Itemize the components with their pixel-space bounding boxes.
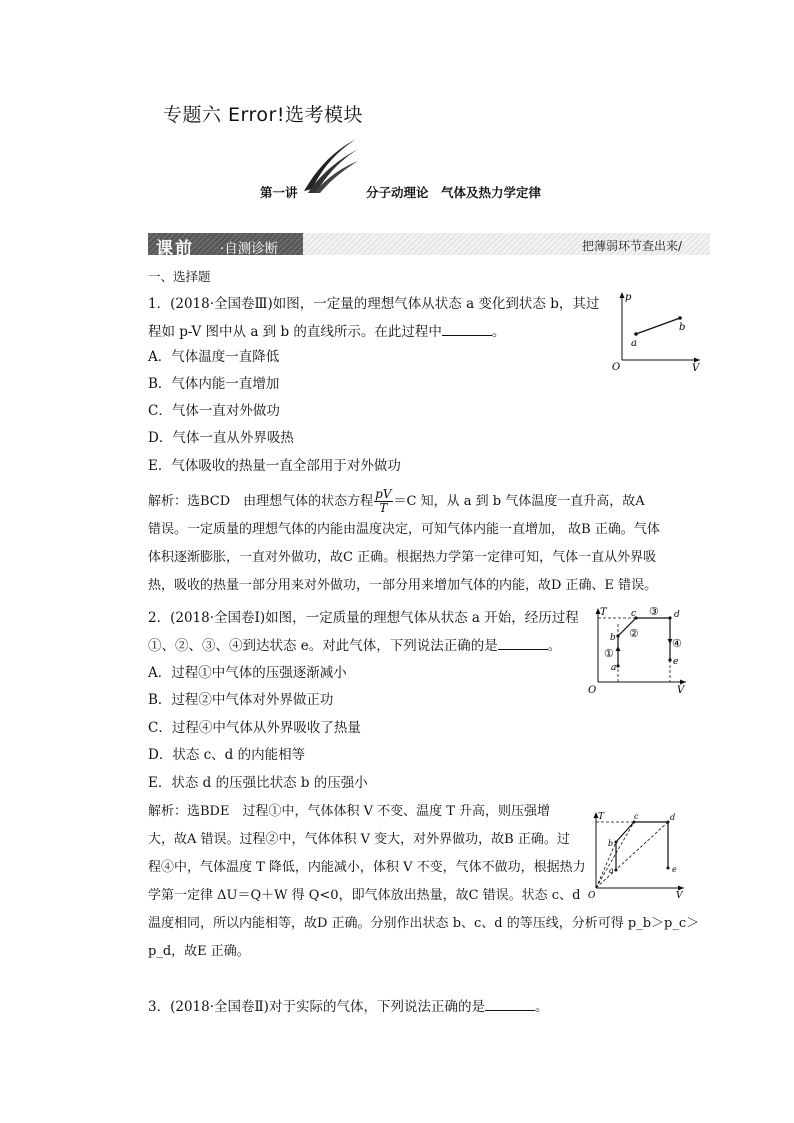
q2-solution-graph (588, 808, 688, 898)
q1-solution-line4: 热，吸收的热量一部分用来对外做功，一部分用来增加气体的内能，故D 正确、E 错误。 (148, 578, 658, 593)
q2-option-e: E．状态 d 的压强比状态 b 的压强小 (148, 775, 368, 791)
q1-option-e: E．气体吸收的热量一直全部用于对外做功 (148, 458, 401, 474)
q1-option-d: D．气体一直从外界吸热 (148, 430, 294, 446)
q1-graph-a: a (631, 338, 637, 349)
lecture-number: 第一讲 (260, 185, 298, 200)
fraction-pv-over-t: $\frac{pV}{T}$ (375, 487, 392, 515)
q2-solution-line6: p_d，故E 正确。 (148, 944, 250, 959)
q1-stem-line1: 1．(2018·全国卷Ⅲ)如图，一定量的理想气体从状态 a 变化到状态 b，其过 (148, 296, 600, 312)
q2-graph-v-label: V (677, 685, 685, 696)
q2-solution-line5: 温度相同，所以内能相等，故D 正确。分别作出状态 b、c、d 的等压线，分析可得 p_b＞p_c＞ (148, 916, 700, 931)
banner-label: ·自测诊断 (220, 241, 279, 257)
q1-graph-v-label: V (692, 363, 700, 374)
answer-blank (485, 996, 535, 1011)
answer-blank (442, 321, 492, 336)
brush-stroke-logo (300, 135, 360, 197)
q2-graph-c: c (631, 609, 637, 619)
q2-stem-line1: 2．(2018·全国卷Ⅰ)如图，一定质量的理想气体从状态 a 开始，经历过程 (148, 610, 579, 626)
q2-sol-graph-v-label: V (676, 891, 683, 898)
q2-option-d: D．状态 c、d 的内能相等 (148, 747, 306, 763)
q1-solution-line2: 错误。一定质量的理想气体的内能由温度决定，可知气体内能一直增加， 故B 正确。气体 (148, 522, 660, 537)
q2-solution-line2: 大，故A 错误。过程②中，气体体积 V 变大，对外界做功，故B 正确。过 (148, 832, 570, 847)
q2-graph-t-label: T (600, 607, 607, 618)
q3-stem: 3．(2018·全国卷Ⅱ)对于实际的气体，下列说法正确的是 。 (148, 996, 548, 1017)
answer-blank (498, 635, 548, 650)
q1-solution-line1: 解析：选BCD 由理想气体的状态方程 $\frac{pV}{T}$ ＝C 知，从 a 到 b 气体温度一直升高，故A (148, 487, 645, 515)
q2-option-a: A．过程①中气体的压强逐渐减小 (148, 665, 347, 681)
q2-graph-process-1: ① (604, 647, 614, 660)
q2-solution-line1: 解析：选BDE 过程①中，气体体积 V 不变、温度 T 升高，则压强增 (148, 804, 551, 819)
q2-graph-process-2: ② (629, 627, 639, 640)
q2-sol-graph-origin: O (588, 891, 596, 898)
q2-graph-e: e (673, 657, 679, 667)
q2-sol-graph-c: c (634, 812, 639, 821)
q2-sol-graph-e: e (672, 865, 677, 874)
q2-option-c: C．过程④中气体从外界吸收了热量 (148, 720, 361, 736)
banner-label-bold: 课前 (156, 239, 194, 259)
q2-graph-origin: O (588, 685, 597, 696)
section-heading: 一、选择题 (148, 269, 211, 284)
q2-sol-graph-b: b (608, 839, 614, 848)
q2-sol-graph-t-label: T (598, 812, 605, 822)
q1-option-a: A．气体温度一直降低 (148, 349, 280, 365)
q2-stem-line2: ①、②、③、④到达状态 e。对此气体，下列说法正确的是 。 (148, 635, 561, 656)
q1-pv-graph (608, 288, 704, 374)
q1-graph-origin: O (612, 362, 621, 373)
q2-option-b: B．过程②中气体对外界做正功 (148, 692, 334, 708)
lecture-title: 分子动理论 气体及热力学定律 (366, 185, 542, 200)
q2-tv-graph (586, 604, 690, 696)
q1-graph-b: b (679, 322, 686, 333)
q2-graph-b: b (610, 633, 616, 643)
q2-solution-line4: 学第一定律 ΔU＝Q＋W 得 Q<0，即气体放出热量，故C 错误。状态 c、d (148, 888, 581, 903)
banner-right-text: 把薄弱环节查出来/ (581, 239, 682, 253)
section-banner (148, 233, 710, 259)
q2-sol-graph-a: a (609, 866, 614, 875)
q2-graph-process-3: ③ (649, 605, 659, 618)
q2-solution-line3: 程④中，气体温度 T 降低，内能减小，体积 V 不变，气体不做功，根据热力 (148, 860, 586, 875)
q1-graph-p-label: p (625, 292, 632, 303)
q2-graph-d: d (674, 610, 680, 620)
q2-graph-a: a (611, 663, 617, 673)
q2-graph-process-4: ④ (672, 637, 682, 650)
q1-stem-line2: 程如 p-V 图中从 a 到 b 的直线所示。在此过程中 。 (148, 321, 505, 342)
q1-option-b: B．气体内能一直增加 (148, 376, 280, 392)
q1-solution-line3: 体积逐渐膨胀，一直对外做功，故C 正确。根据热力学第一定律可知，气体一直从外界吸 (148, 550, 657, 565)
page-title: 专题六 Error!选考模块 (163, 104, 363, 126)
q2-sol-graph-d: d (670, 813, 676, 822)
q1-option-c: C．气体一直对外做功 (148, 403, 280, 419)
